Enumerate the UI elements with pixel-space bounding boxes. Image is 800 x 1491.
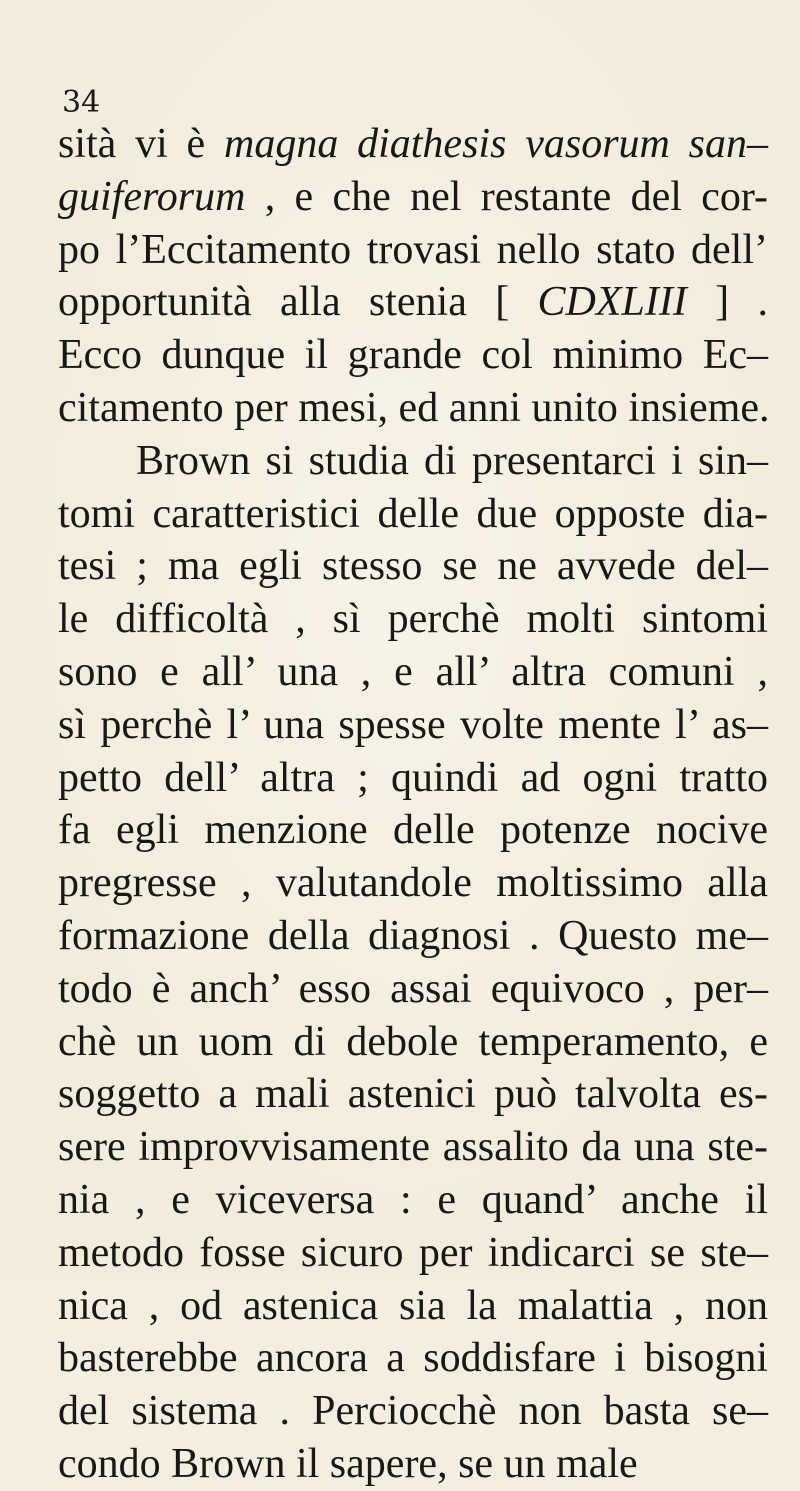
- text-segment: todo è anch’ esso assai equivoco , per–: [58, 965, 768, 1012]
- text-line: [58, 382, 768, 435]
- text-line: [58, 1280, 768, 1333]
- text-line: [58, 910, 768, 963]
- text-line: [58, 752, 768, 805]
- text-line: [58, 1438, 768, 1491]
- text-line: [58, 329, 768, 382]
- text-segment: pregresse , valutandole moltissimo alla: [58, 860, 768, 907]
- text-segment: sì perchè l’ una spesse volte mente l’ as–: [58, 701, 768, 748]
- text-segment: basterebbe ancora a soddisfare i bisogni: [58, 1335, 768, 1382]
- text-line: [58, 963, 768, 1016]
- text-segment: fa egli menzione delle potenze nocive: [58, 807, 768, 854]
- text-line: [58, 1227, 768, 1280]
- text-line: [58, 1385, 768, 1438]
- text-segment: Ecco dunque il grande col minimo Ec–: [58, 332, 768, 379]
- text-line: [58, 224, 768, 277]
- text-segment: , e che nel restante del cor-: [245, 173, 768, 220]
- text-segment: formazione della diagnosi . Questo me–: [58, 912, 768, 959]
- text-segment: chè un uom di debole temperamento, e: [58, 1018, 768, 1065]
- text-line: [58, 540, 768, 593]
- text-line: [58, 646, 768, 699]
- text-line: [58, 171, 768, 224]
- text-line: [58, 1121, 768, 1174]
- text-line: [58, 276, 768, 329]
- text-segment: tesi ; ma egli stesso se ne avvede del–: [58, 543, 768, 590]
- text-line: [58, 593, 768, 646]
- text-segment: citamento per mesi, ed anni unito insieme.: [58, 384, 770, 431]
- text-segment: Brown si studia di presentarci i sin–: [136, 437, 768, 484]
- italic-text: guiferorum: [58, 173, 246, 220]
- text-segment: ] .: [686, 279, 768, 326]
- text-line: [58, 1068, 768, 1121]
- text-line: [58, 435, 768, 488]
- text-segment: metodo fosse sicuro per indicarci se ste–: [58, 1229, 768, 1276]
- text-segment: del sistema . Perciocchè non basta se–: [58, 1388, 768, 1435]
- text-segment: condo Brown il sapere, se un male: [58, 1440, 638, 1487]
- text-segment: sità vi è: [58, 121, 224, 167]
- text-segment: nia , e viceversa : e quand’ anche il: [58, 1176, 768, 1223]
- text-segment: opportunità alla stenia [: [58, 279, 538, 326]
- text-line: [58, 118, 768, 171]
- text-line: [58, 699, 768, 752]
- text-line: [58, 1174, 768, 1227]
- body-text: [58, 118, 768, 1491]
- text-segment: sere improvvisamente assalito da una ste-: [58, 1124, 768, 1171]
- text-segment: sono e all’ una , e all’ altra comuni ,: [58, 648, 768, 695]
- italic-text: magna diathesis vasorum san–: [223, 121, 768, 167]
- italic-text: CDXLIII: [537, 279, 687, 326]
- text-segment: petto dell’ altra ; quindi ad ogni tratto: [58, 754, 768, 801]
- text-line: [58, 488, 768, 541]
- text-segment: le difficoltà , sì perchè molti sintomi: [58, 596, 768, 643]
- text-line: [58, 804, 768, 857]
- text-segment: soggetto a mali astenici può talvolta es-: [58, 1071, 768, 1118]
- text-line: [58, 1332, 768, 1385]
- text-segment: po l’Eccitamento trovasi nello stato dell’: [58, 226, 768, 273]
- page-number: 34: [62, 85, 101, 120]
- text-segment: nica , od astenica sia la malattia , non: [58, 1282, 768, 1329]
- text-line: [58, 1016, 768, 1069]
- text-line: [58, 857, 768, 910]
- text-segment: tomi caratteristici delle due opposte dia-: [58, 490, 768, 537]
